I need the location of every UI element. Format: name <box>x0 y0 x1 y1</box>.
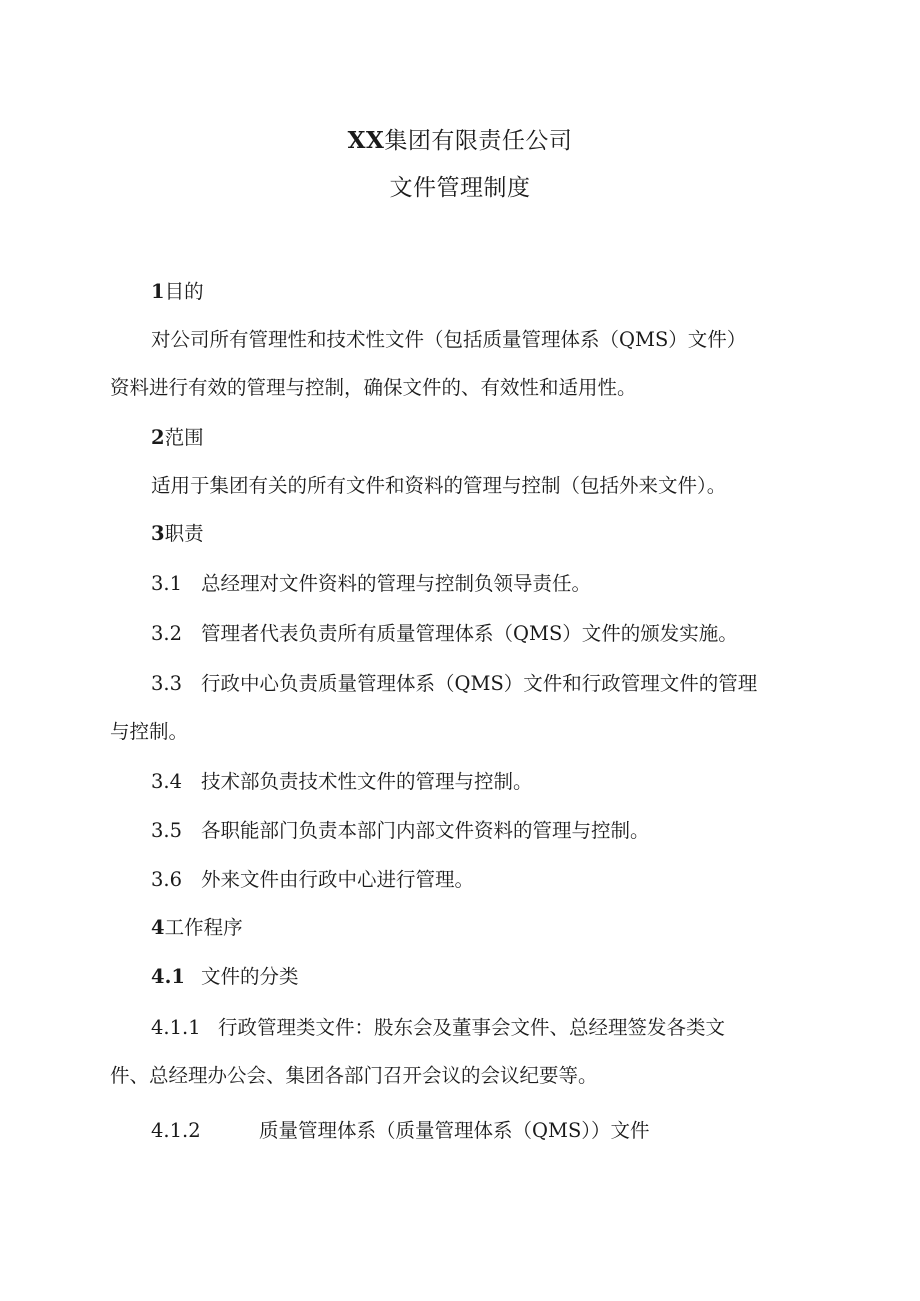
item-text: 质量管理体系（质量管理体系（QMS））文件 <box>259 1119 650 1142</box>
section-title: 目的 <box>164 280 204 303</box>
subsection-4-1-1 <box>151 1016 725 1040</box>
company-name: 集团有限责任公司 <box>384 128 573 154</box>
subsection-title: 文件的分类 <box>201 965 299 988</box>
company-prefix: XX <box>347 127 385 154</box>
item-text: 各职能部门负责本部门内部文件资料的管理与控制。 <box>201 819 650 842</box>
item-text: 行政管理类文件：股东会及董事会文件、总经理签发各类文 <box>218 1016 726 1039</box>
item-number: 3.2 <box>151 622 183 645</box>
responsibility-item-3-5 <box>151 819 650 843</box>
section-number: 1 <box>151 280 165 303</box>
section-number: 4 <box>151 916 165 939</box>
subsection-4-1-heading <box>151 965 299 989</box>
responsibility-item-3-3-continuation: 与控制。 <box>110 720 189 743</box>
section-1-paragraph-line-2: 资料进行有效的管理与控制，确保文件的、有效性和适用性。 <box>110 376 637 399</box>
item-number: 4.1.2 <box>151 1119 201 1142</box>
section-1-paragraph-line-1: 对公司所有管理性和技术性文件（包括质量管理体系（QMS）文件） <box>151 328 747 351</box>
company-title <box>0 128 920 154</box>
document-title-block <box>0 128 920 201</box>
section-2-heading <box>151 426 204 450</box>
section-number: 2 <box>151 426 165 449</box>
responsibility-item-3-4 <box>151 770 533 794</box>
item-text: 总经理对文件资料的管理与控制负领导责任。 <box>201 572 592 595</box>
section-3-heading <box>151 522 204 546</box>
subsection-number: 4.1 <box>151 965 185 988</box>
doc-title: 文件管理制度 <box>389 175 531 201</box>
responsibility-item-3-3 <box>151 672 757 696</box>
section-1-heading <box>151 280 204 304</box>
item-text: 外来文件由行政中心进行管理。 <box>201 868 475 891</box>
subsection-4-1-1-continuation: 件、总经理办公会、集团各部门召开会议的会议纪要等。 <box>110 1064 598 1087</box>
section-title: 工作程序 <box>164 916 243 939</box>
section-2-paragraph: 适用于集团有关的所有文件和资料的管理与控制（包括外来文件）。 <box>151 474 727 497</box>
section-title: 范围 <box>164 426 204 449</box>
section-number: 3 <box>151 522 165 545</box>
responsibility-item-3-2 <box>151 622 738 646</box>
item-text: 管理者代表负责所有质量管理体系（QMS）文件的颁发实施。 <box>201 622 738 645</box>
item-number: 4.1.1 <box>151 1016 201 1039</box>
item-number: 3.6 <box>151 868 183 891</box>
item-number: 3.4 <box>151 770 183 793</box>
section-title: 职责 <box>164 522 204 545</box>
item-text: 行政中心负责质量管理体系（QMS）文件和行政管理文件的管理 <box>201 672 758 695</box>
item-number: 3.5 <box>151 819 183 842</box>
item-number: 3.1 <box>151 572 183 595</box>
item-number: 3.3 <box>151 672 183 695</box>
subsection-4-1-2 <box>151 1119 650 1143</box>
responsibility-item-3-6 <box>151 868 474 892</box>
item-text: 技术部负责技术性文件的管理与控制。 <box>201 770 533 793</box>
section-4-heading <box>151 916 243 940</box>
responsibility-item-3-1 <box>151 572 591 596</box>
